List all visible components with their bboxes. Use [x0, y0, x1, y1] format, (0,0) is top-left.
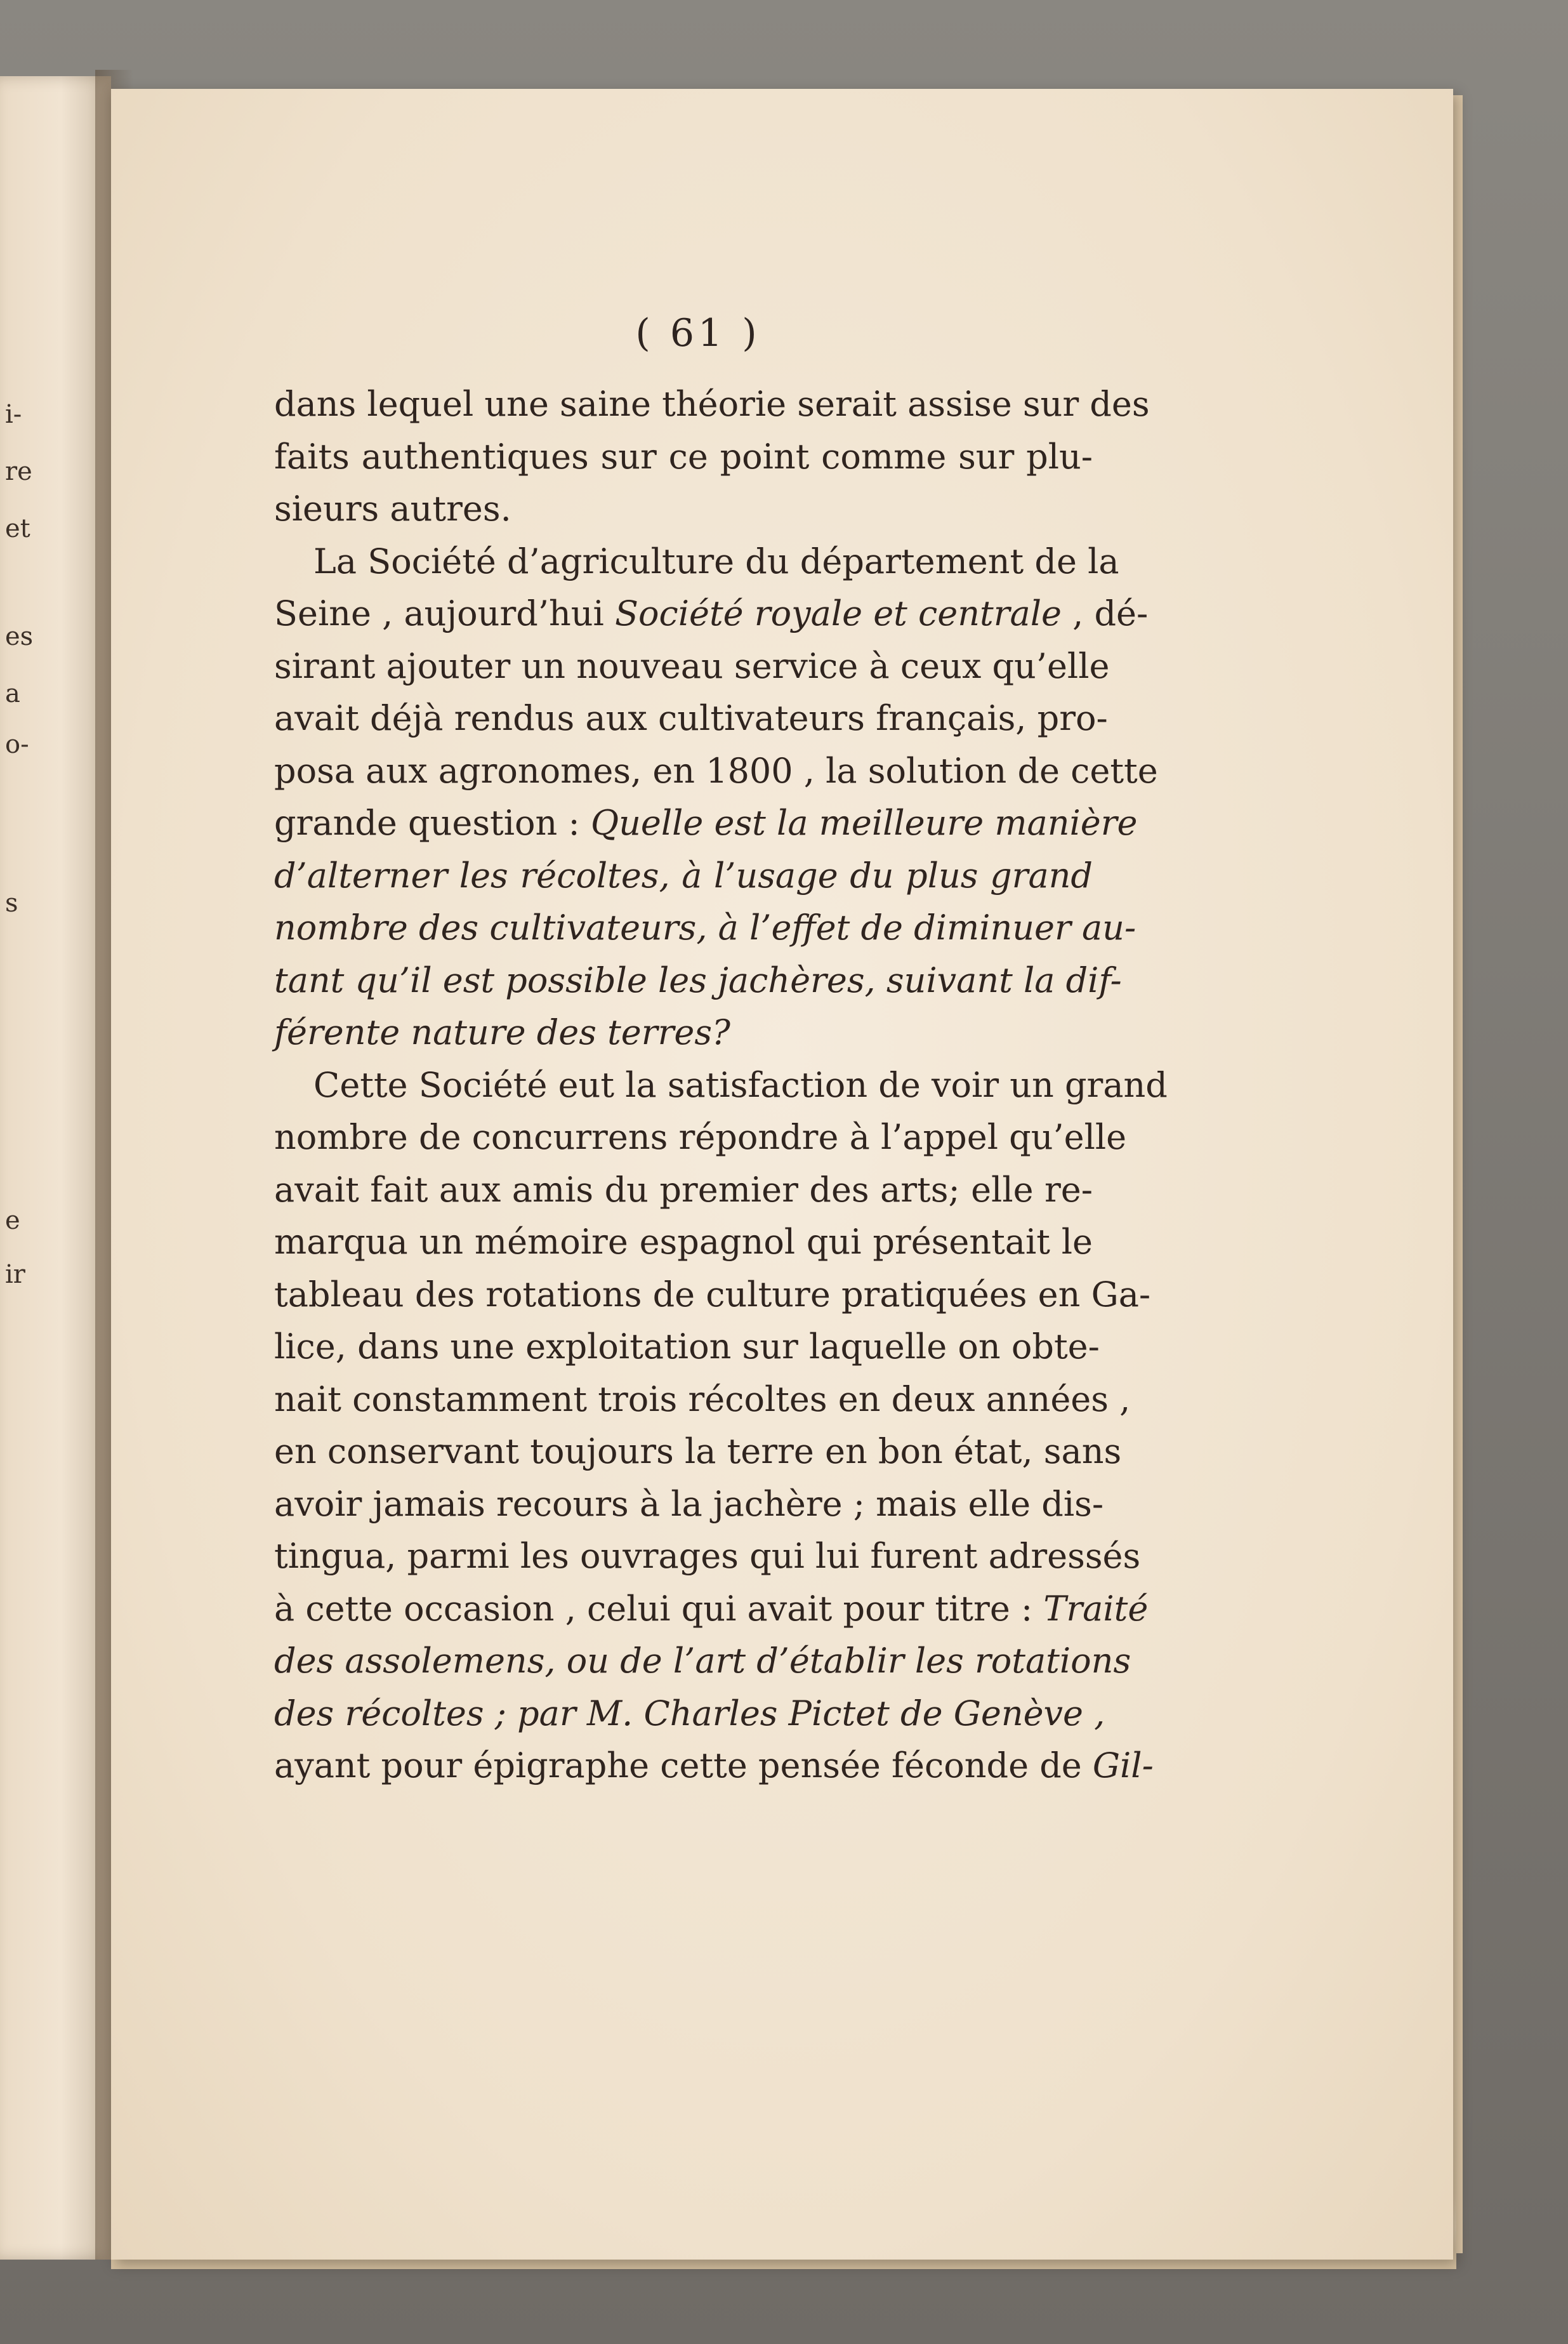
- italic-text: d’alterner les récoltes, à l’usage du plus grand: [274, 855, 1093, 896]
- roman-text: en conservant toujours la terre en bon état, sans: [274, 1431, 1122, 1471]
- margin-fragment: s: [5, 889, 18, 918]
- margin-fragment: a: [5, 679, 20, 708]
- text-line: [274, 797, 1138, 850]
- text-line: [274, 588, 1149, 640]
- italic-text: nombre des cultivateurs, à l’effet de diminuer au-: [274, 908, 1136, 948]
- text-line: [274, 1321, 1100, 1374]
- text-line: [274, 483, 1093, 536]
- roman-text: sieurs autres.: [274, 489, 511, 529]
- italic-text: Quelle est la meilleure manière: [590, 803, 1138, 843]
- roman-text: La Société d’agriculture du département de la: [313, 541, 1119, 581]
- text-line: [274, 1059, 1168, 1112]
- italic-text: Société royale et centrale: [615, 593, 1062, 633]
- text-line: [274, 692, 1108, 745]
- text-line: [274, 850, 1093, 903]
- margin-fragment: o-: [5, 730, 29, 759]
- body-text: [274, 378, 1168, 1792]
- roman-text: ayant pour épigraphe cette pensée féconde de: [274, 1745, 1093, 1785]
- roman-text: avait déjà rendus aux cultivateurs français, pro-: [274, 698, 1108, 738]
- roman-text: sirant ajouter un nouveau service à ceux qu’elle: [274, 646, 1110, 686]
- text-line: [274, 536, 1119, 588]
- roman-text: à cette occasion , celui qui avait pour titre :: [274, 1588, 1044, 1629]
- roman-text: posa aux agronomes, en 1800 , la solution de cette: [274, 750, 1158, 791]
- text-line: [274, 1007, 1093, 1059]
- text-line: [274, 955, 1122, 1007]
- margin-fragment: i-: [5, 400, 22, 429]
- margin-fragment: ir: [5, 1260, 25, 1289]
- roman-text: faits authentiques sur ce point comme sur plu-: [274, 436, 1093, 477]
- text-line: [274, 745, 1158, 798]
- text-line: [274, 1635, 1131, 1688]
- roman-text: nombre de concurrens répondre à l’appel qu’elle: [274, 1117, 1127, 1157]
- roman-text: Cette Société eut la satisfaction de voir un grand: [313, 1064, 1168, 1105]
- italic-text: des récoltes ; par M. Charles Pictet de Genève ,: [274, 1693, 1105, 1733]
- text-line: [274, 1530, 1141, 1583]
- italic-text: des assolemens, ou de l’art d’établir les rotations: [274, 1641, 1131, 1681]
- italic-text: Gil-: [1092, 1745, 1154, 1785]
- text-line: [274, 902, 1136, 955]
- margin-fragment: et: [5, 514, 30, 543]
- roman-text: grande question :: [274, 803, 591, 843]
- page-number: ( 61 ): [635, 311, 761, 355]
- roman-text: Seine , aujourd’hui: [274, 593, 615, 633]
- text-line: [274, 1478, 1104, 1531]
- roman-text: , dé-: [1061, 593, 1149, 633]
- text-line: [274, 1269, 1151, 1321]
- text-line: [274, 1164, 1093, 1217]
- text-line: [274, 1583, 1149, 1636]
- margin-fragment: re: [5, 457, 32, 486]
- text-line: [274, 1216, 1093, 1269]
- margin-fragment: e: [5, 1206, 20, 1235]
- italic-text: Traité: [1043, 1588, 1149, 1629]
- text-line: [274, 640, 1110, 693]
- roman-text: tableau des rotations de culture pratiquées en Ga-: [274, 1274, 1151, 1314]
- text-line: [274, 378, 1150, 431]
- roman-text: avait fait aux amis du premier des arts; elle re-: [274, 1169, 1093, 1210]
- roman-text: avoir jamais recours à la jachère ; mais elle dis-: [274, 1483, 1104, 1524]
- roman-text: marqua un mémoire espagnol qui présentait le: [274, 1222, 1093, 1262]
- text-line: [274, 1740, 1154, 1792]
- margin-fragment: es: [5, 622, 34, 651]
- roman-text: nait constamment trois récoltes en deux années ,: [274, 1379, 1131, 1419]
- roman-text: dans lequel une saine théorie serait assise sur des: [274, 384, 1150, 424]
- text-line: [274, 1111, 1127, 1164]
- text-line: [274, 1688, 1105, 1740]
- text-line: [274, 1374, 1131, 1426]
- text-line: [274, 431, 1093, 484]
- italic-text: tant qu’il est possible les jachères, suivant la dif-: [274, 960, 1122, 1000]
- roman-text: lice, dans une exploitation sur laquelle on obte-: [274, 1327, 1100, 1367]
- left-page-edge: [0, 76, 111, 2260]
- text-line: [274, 1426, 1122, 1478]
- italic-text: férente nature des terres?: [274, 1012, 731, 1052]
- roman-text: tingua, parmi les ouvrages qui lui furent adressés: [274, 1536, 1141, 1576]
